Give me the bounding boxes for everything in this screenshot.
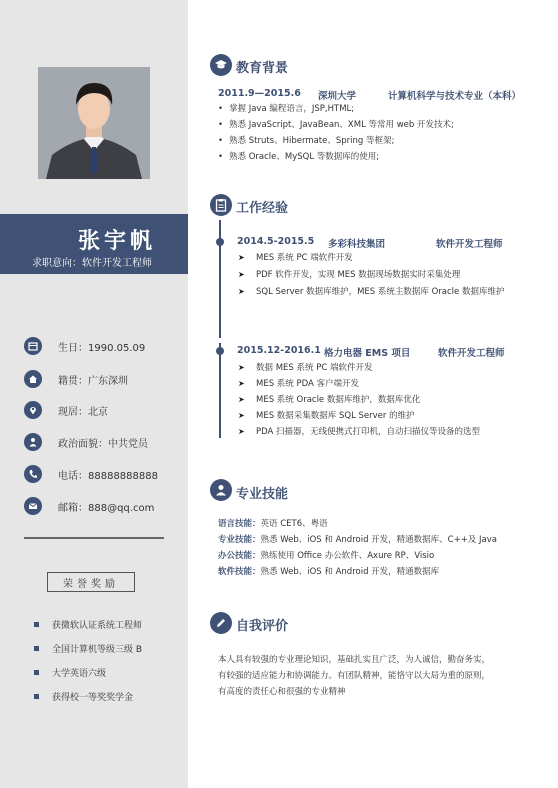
arrow-right-icon: ➤ (238, 395, 245, 404)
info-hometown-text: 籍贯：广东深圳 (58, 375, 128, 387)
info-email-text: 邮箱：888@qq.com (58, 502, 155, 514)
job-company: 格力电器 EMS 项目 (324, 348, 411, 359)
pencil-icon (210, 612, 232, 634)
arrow-right-icon: ➤ (238, 270, 245, 279)
name-banner (0, 214, 188, 274)
mail-icon (24, 497, 42, 515)
arrow-right-icon: ➤ (238, 427, 245, 436)
skill-row: 专业技能：熟悉 Web、iOS 和 Android 开发，精通数据库、C++及 Java (218, 535, 498, 545)
sidebar (0, 0, 188, 788)
skill-row: 语言技能：英语 CET6、粤语 (218, 519, 328, 529)
arrow-right-icon: ➤ (238, 411, 245, 420)
job-period: 2015.12-2016.1 (237, 345, 321, 356)
info-birthday-text: 生日：1990.05.09 (58, 342, 146, 354)
info-political (24, 432, 184, 452)
sidebar-divider (24, 537, 164, 539)
job-company: 多彩科技集团 (328, 239, 386, 250)
job-role: 软件开发工程师 (438, 348, 505, 359)
info-residence-text: 现居：北京 (58, 406, 108, 418)
skill-row: 软件技能：熟悉 Web、iOS 和 Android 开发，精通数据库 (218, 567, 440, 577)
evaluation-title: 自我评价 (236, 619, 289, 634)
bullet-square-icon (34, 670, 39, 675)
phone-icon (24, 465, 42, 483)
home-icon (24, 370, 42, 388)
job-item: ➤ MES 数据采集数据库 SQL Server 的维护 (238, 411, 415, 421)
honor-item: 获得校一等奖奖学金 (34, 689, 133, 703)
education-title: 教育背景 (236, 61, 289, 76)
job-item: ➤ PDA 扫描器，无线便携式打印机，自动扫描仪等设备的选型 (238, 427, 481, 437)
info-residence (24, 400, 184, 420)
education-major: 计算机科学与技术专业（本科） (388, 91, 522, 102)
job-item: ➤ MES 系统 Oracle 数据库维护，数据库优化 (238, 395, 421, 405)
job-intent: 求职意向：软件开发工程师 (32, 258, 152, 269)
person-icon (24, 433, 42, 451)
arrow-right-icon: ➤ (238, 287, 245, 296)
info-phone (24, 464, 184, 484)
evaluation-line: 有较强的适应能力和协调能力。有团队精神，能恪守以大局为重的原则， (218, 671, 491, 681)
location-pin-icon (24, 401, 42, 419)
arrow-right-icon: ➤ (238, 379, 245, 388)
education-item: • 熟悉 Oracle、MySQL 等数据库的使用; (218, 151, 379, 164)
education-item: • 熟悉 JavaScript、JavaBean、XML 等常用 web 开发技术; (218, 119, 454, 132)
bullet-square-icon (34, 622, 39, 627)
graduation-cap-icon (210, 54, 232, 76)
job-item: ➤ 数据 MES 系统 PC 端软件开发 (238, 363, 373, 373)
timeline-dot (216, 238, 224, 246)
bullet-square-icon (34, 694, 39, 699)
honor-item: 获微软认证系统工程师 (34, 617, 142, 631)
timeline-line (219, 343, 221, 438)
job-item: ➤ MES 系统 PDA 客户端开发 (238, 379, 360, 389)
calendar-icon (24, 337, 42, 355)
user-icon (210, 479, 232, 501)
education-period: 2011.9—2015.6 (218, 88, 301, 99)
info-phone-text: 电话：88888888888 (58, 470, 158, 482)
profile-photo (38, 67, 150, 179)
info-email (24, 496, 184, 516)
bullet-square-icon (34, 646, 39, 651)
education-school: 深圳大学 (318, 91, 357, 102)
evaluation-line: 本人具有较强的专业理论知识，基础扎实且广泛，为人诚信，勤奋务实， (218, 655, 491, 665)
work-title: 工作经验 (236, 201, 289, 216)
timeline-dot (216, 347, 224, 355)
clipboard-icon (210, 194, 232, 216)
skills-title: 专业技能 (236, 487, 289, 502)
info-hometown (24, 369, 184, 389)
job-role: 软件开发工程师 (436, 239, 503, 250)
honor-item: 大学英语六级 (34, 665, 106, 679)
candidate-name: 张宇帆 (77, 229, 156, 254)
info-birthday (24, 336, 184, 356)
job-item: ➤ PDF 软件开发，实现 MES 数据现场数据实时采集处理 (238, 270, 461, 280)
arrow-right-icon: ➤ (238, 363, 245, 372)
skill-row: 办公技能：熟练使用 Office 办公软件、Axure RP、Visio (218, 551, 435, 561)
job-period: 2014.5-2015.5 (237, 236, 315, 247)
arrow-right-icon: ➤ (238, 253, 245, 262)
job-item: ➤ MES 系统 PC 端软件开发 (238, 253, 353, 263)
evaluation-line: 有高度的责任心和很强的专业精神 (218, 687, 346, 697)
education-item: • 熟悉 Struts、Hibermate、Spring 等框架; (218, 135, 394, 148)
education-item: • 掌握 Java 编程语言，JSP,HTML; (218, 103, 354, 116)
honors-heading: 荣誉奖励 (47, 572, 135, 592)
honor-item: 全国计算机等级三级 B (34, 641, 142, 655)
job-item: ➤ SQL Server 数据库维护，MES 系统主数据库 Oracle 数据库维护 (238, 287, 505, 297)
info-political-text: 政治面貌：中共党员 (58, 438, 148, 450)
